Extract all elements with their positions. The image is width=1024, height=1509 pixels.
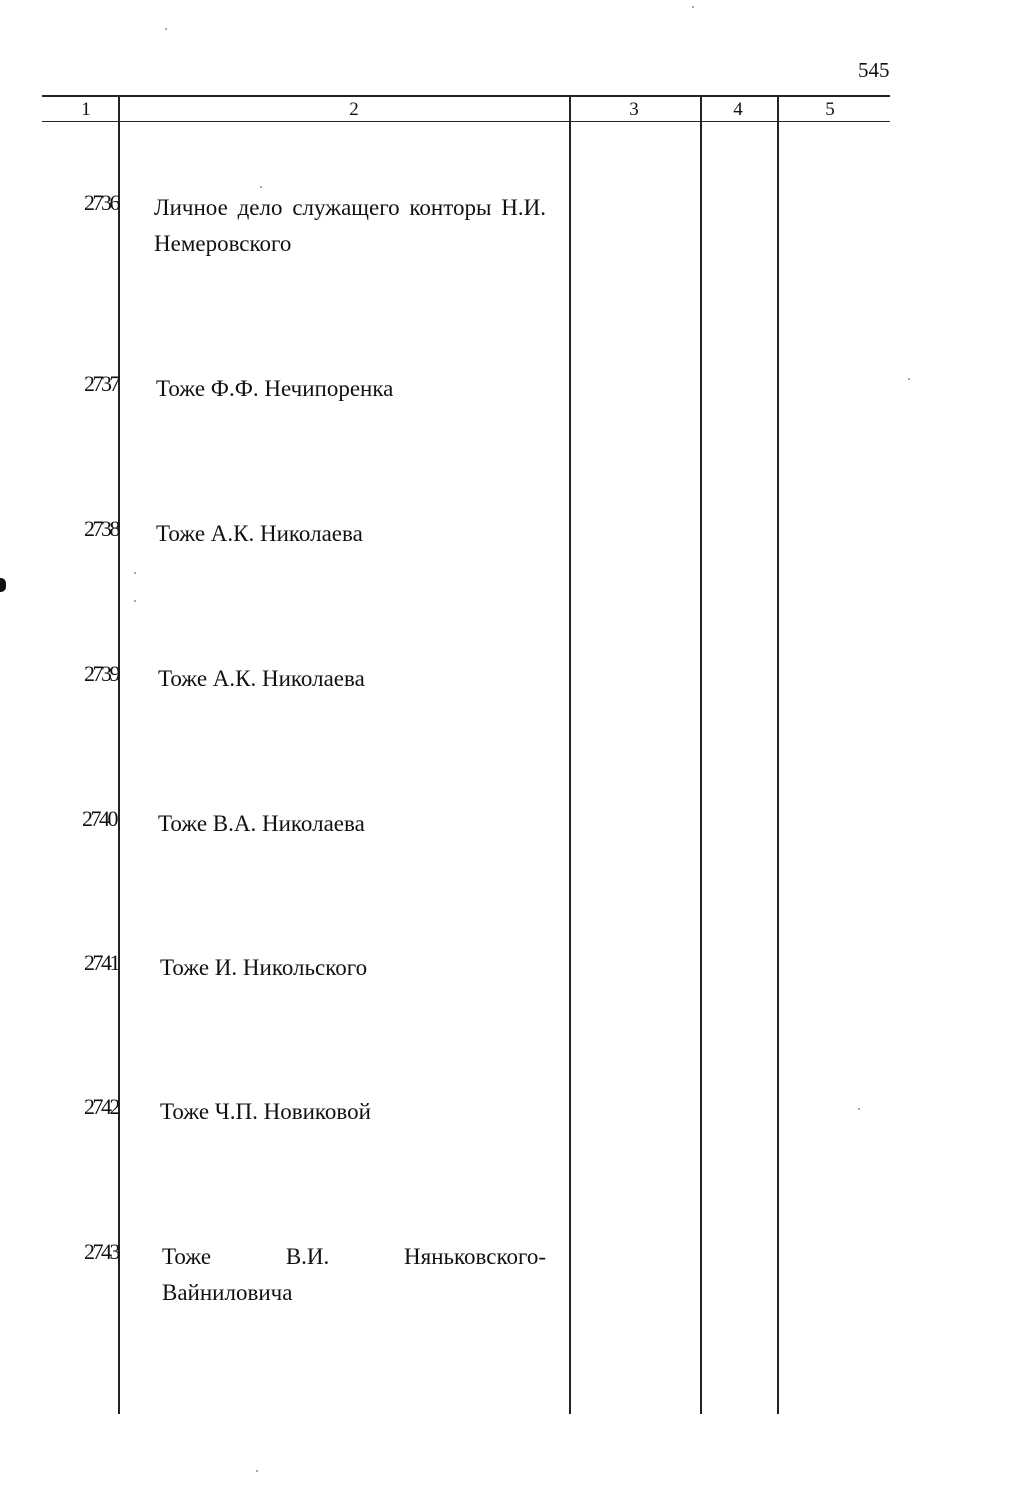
record-description: Тоже А.К. Николаева [158, 666, 365, 691]
scan-speck [134, 572, 136, 574]
column-header-4: 4 [733, 99, 743, 120]
scan-speck [908, 378, 910, 380]
table-header-rule [42, 121, 890, 122]
record-description: Тоже А.К. Николаева [156, 521, 363, 546]
column-header-2: 2 [349, 99, 359, 120]
record-description: Тоже В.И. Няньковского-Вайниловича [162, 1244, 546, 1305]
column-divider-3 [700, 96, 702, 1414]
record-description: Личное дело служащего конторы Н.И. Немеровского [154, 195, 546, 256]
record-description: Тоже Ф.Ф. Нечипоренка [156, 376, 394, 401]
scan-speck [256, 1470, 258, 1472]
record-description: Тоже И. Никольского [160, 955, 368, 980]
column-divider-2 [569, 96, 571, 1414]
column-header-1: 1 [81, 99, 91, 120]
column-divider-1 [118, 96, 120, 1414]
column-divider-4 [777, 96, 779, 1414]
column-header-5: 5 [825, 99, 835, 120]
table-top-rule [42, 95, 890, 97]
record-number: 2740 [82, 806, 116, 831]
scan-speck [260, 186, 262, 188]
record-number: 2738 [84, 516, 118, 541]
record-number: 2736 [84, 190, 118, 215]
scan-speck [692, 6, 694, 8]
scan-speck [858, 1108, 860, 1110]
record-number: 2741 [84, 950, 118, 975]
record-number: 2742 [84, 1094, 118, 1119]
scan-speck [134, 600, 136, 602]
record-number: 2743 [84, 1239, 118, 1264]
column-header-3: 3 [629, 99, 639, 120]
record-number: 2739 [84, 661, 118, 686]
page-number: 545 [858, 58, 890, 82]
margin-mark [0, 578, 6, 592]
record-description: Тоже Ч.П. Новиковой [160, 1099, 371, 1124]
record-description: Тоже В.А. Николаева [158, 811, 365, 836]
scan-speck [165, 28, 167, 30]
record-number: 2737 [84, 371, 118, 396]
